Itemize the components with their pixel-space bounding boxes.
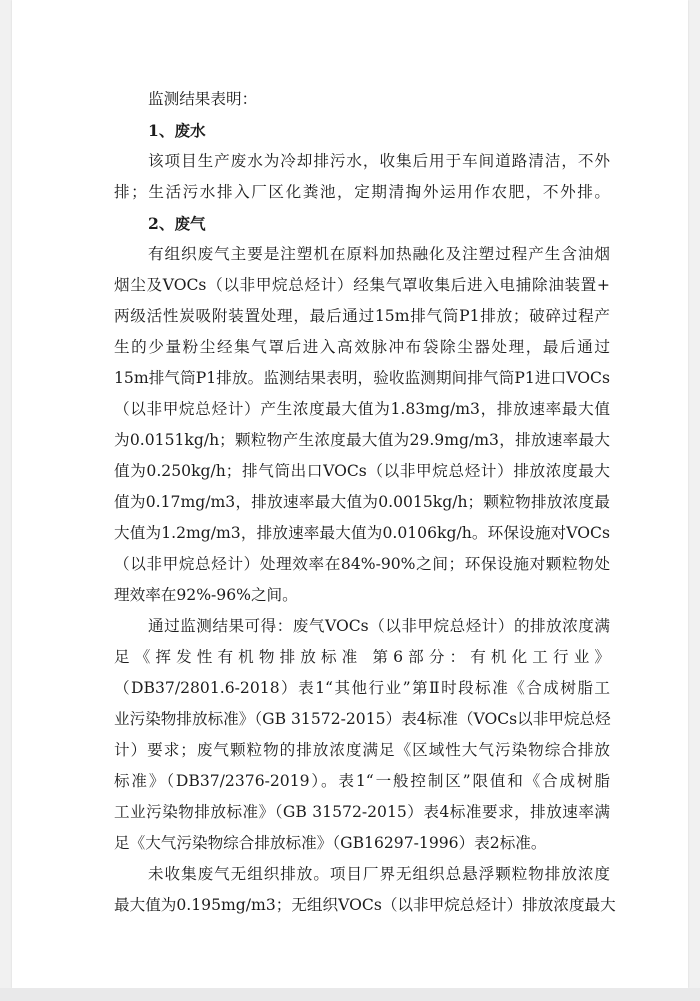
paragraph-line: 15m排气筒P1排放。监测结果表明，验收监测期间排气筒P1进口VOCs <box>114 369 610 387</box>
paragraph-line: 生的少量粉尘经集气罩后进入高效脉冲布袋除尘器处理，最后通过 <box>114 338 610 356</box>
paragraph-line: （以非甲烷总烃计）处理效率在84%-90%之间；环保设施对颗粒物处 <box>114 555 610 573</box>
paragraph-line: 计）要求；废气颗粒物的排放浓度满足《区域性大气污染物综合排放 <box>114 741 610 759</box>
paragraph-line: 工业污染物排放标准》（GB 31572-2015）表4标准要求，排放速率满 <box>114 803 610 821</box>
document-page <box>12 0 688 988</box>
paragraph-line: （DB37/2801.6-2018）表1“其他行业”第Ⅱ时段标准《合成树脂工 <box>114 679 610 697</box>
section-1-heading: 1、废水 <box>148 121 206 140</box>
viewer-bottom-edge <box>0 988 700 1001</box>
paragraph-line: 有组织废气主要是注塑机在原料加热融化及注塑过程产生含油烟 <box>148 245 610 263</box>
paragraph-line: 排；生活污水排入厂区化粪池，定期清掏外运用作农肥，不外排。 <box>114 183 610 201</box>
paragraph-line: 通过监测结果可得：废气VOCs（以非甲烷总烃计）的排放浓度满 <box>148 617 610 635</box>
intro-text: 监测结果表明： <box>148 90 258 108</box>
paragraph-line: 足《挥发性有机物排放标准 第6部分：有机化工行业》 <box>114 648 610 666</box>
paragraph-line: 值为0.250kg/h；排气筒出口VOCs（以非甲烷总烃计）排放浓度最大 <box>114 462 610 480</box>
paragraph-line: 值为0.17mg/m3，排放速率最大值为0.0015kg/h；颗粒物排放浓度最 <box>114 493 610 511</box>
paragraph-line: 该项目生产废水为冷却排污水，收集后用于车间道路清洁，不外 <box>148 152 610 170</box>
paragraph-line: 业污染物排放标准》（GB 31572-2015）表4标准（VOCs以非甲烷总烃 <box>114 710 611 728</box>
paragraph-line: 为0.0151kg/h；颗粒物产生浓度最大值为29.9mg/m3，排放速率最大 <box>114 431 610 449</box>
document-body <box>114 84 616 921</box>
paragraph-line: 足《大气污染物综合排放标准》（GB16297-1996）表2标准。 <box>114 834 547 852</box>
paragraph-line: 大值为1.2mg/m3，排放速率最大值为0.0106kg/h。环保设施对VOCs <box>114 524 610 542</box>
section-2-heading: 2、废气 <box>148 214 206 233</box>
paragraph-line: 烟尘及VOCs（以非甲烷总烃计）经集气罩收集后进入电捕除油装置+ <box>114 276 610 294</box>
paragraph-line: 理效率在92%-96%之间。 <box>114 586 298 604</box>
paragraph-line: （以非甲烷总烃计）产生浓度最大值为1.83mg/m3，排放速率最大值 <box>114 400 610 418</box>
paragraph-line: 最大值为0.195mg/m3；无组织VOCs（以非甲烷总烃计）排放浓度最大 <box>114 896 616 914</box>
paragraph-line: 标准》（DB37/2376-2019）。表1“一般控制区”限值和《合成树脂 <box>114 772 610 790</box>
paragraph-line: 未收集废气无组织排放。项目厂界无组织总悬浮颗粒物排放浓度 <box>148 865 610 883</box>
paragraph-line: 两级活性炭吸附装置处理，最后通过15m排气筒P1排放；破碎过程产 <box>114 307 610 325</box>
